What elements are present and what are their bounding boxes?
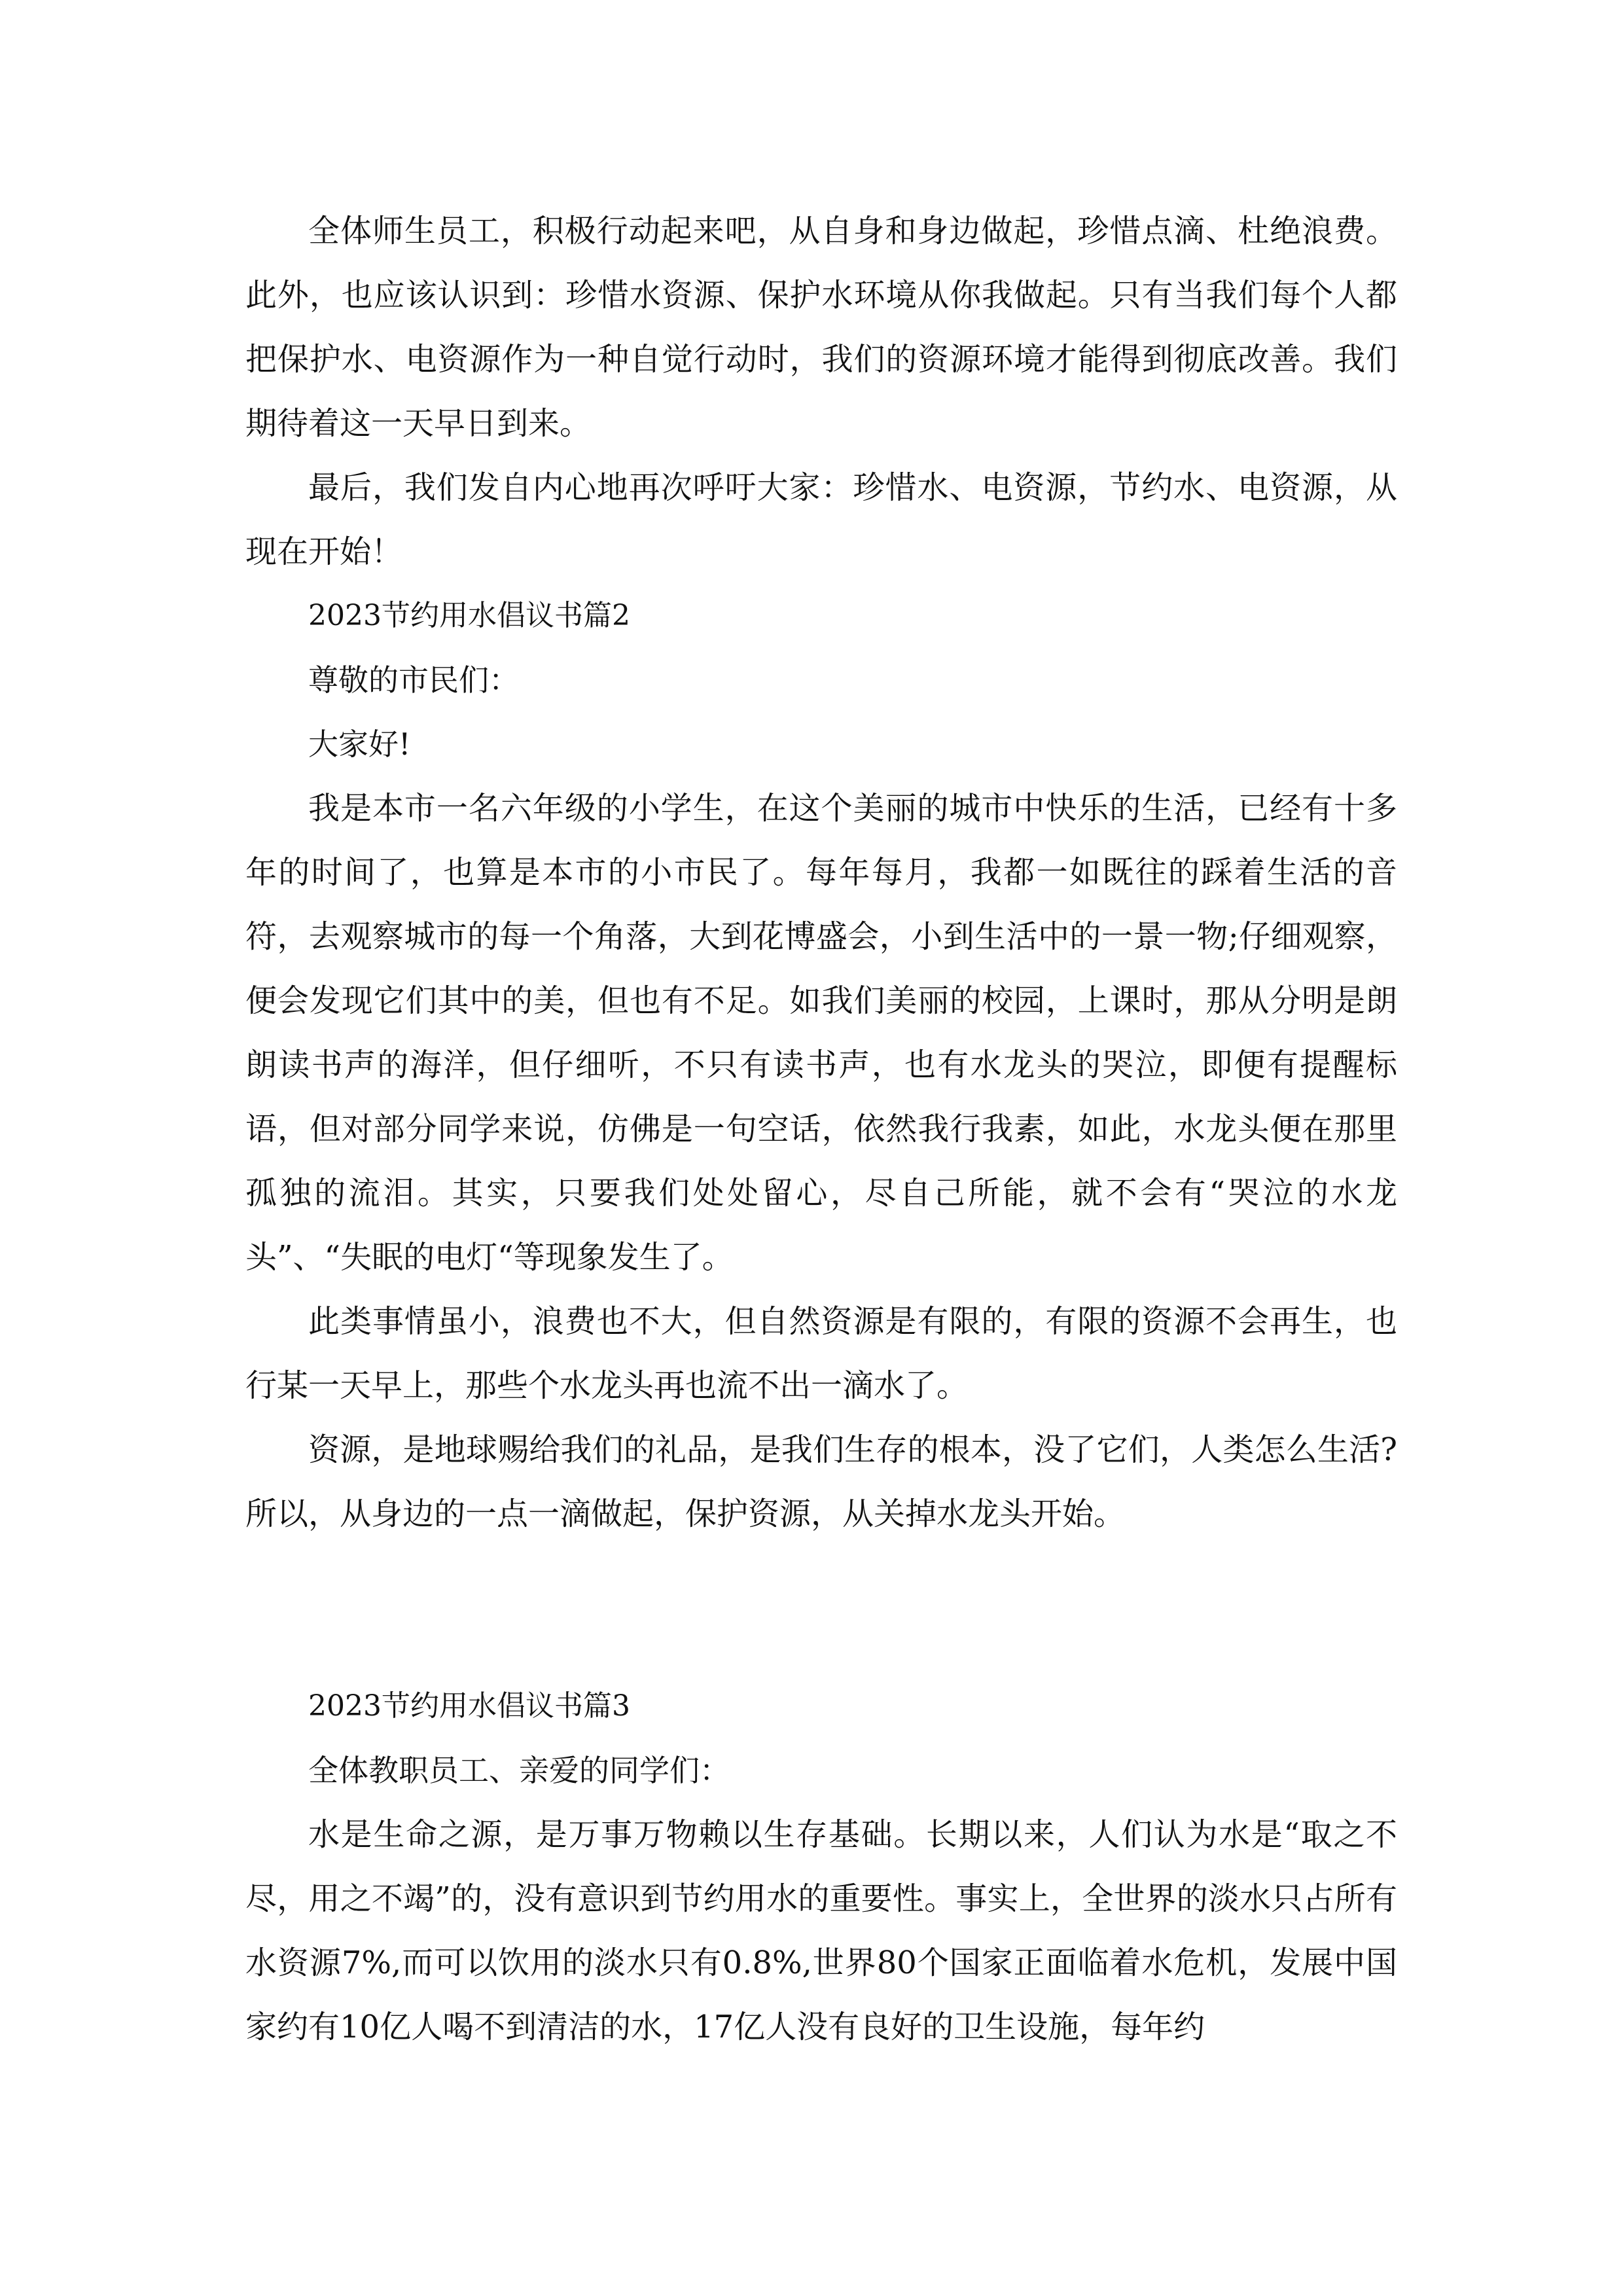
section-2-salutation: 尊敬的市民们： bbox=[308, 662, 519, 698]
section-2-heading: 2023节约用水倡议书篇2 bbox=[308, 599, 630, 632]
paragraph-top-2: 最后，我们发自内心地再次呼吁大家：珍惜水、电资源，节约水、电资源，从现在开始！ bbox=[245, 469, 1397, 570]
section-3-heading: 2023节约用水倡议书篇3 bbox=[308, 1689, 630, 1723]
document-body bbox=[245, 199, 1397, 2059]
paragraph-top-1: 全体师生员工，积极行动起来吧，从自身和身边做起，珍惜点滴、杜绝浪费。此外，也应该认识到：珍惜水资源、保护水环境从你我做起。只有当我们每个人都把保护水、电资源作为一种自觉行动时，我们的资源环境才能得到彻底改善。我们期待着这一天早日到来。 bbox=[245, 213, 1397, 442]
section-2-paragraph-3: 资源，是地球赐给我们的礼品，是我们生存的根本，没了它们，人类怎么生活?所以，从身边的一点一滴做起，保护资源，从关掉水龙头开始。 bbox=[245, 1431, 1397, 1532]
section-2-paragraph-1: 我是本市一名六年级的小学生，在这个美丽的城市中快乐的生活，已经有十多年的时间了，也算是本市的小市民了。每年每月，我都一如既往的踩着生活的音符，去观察城市的每一个角落，大到花博盛会，小到生活中的一景一物;仔细观察，便会发现它们其中的美，但也有不足。如我们美丽的校园，上课时，那从分明是朗朗读书声的海洋，但仔细听，不只有读书声，也有水龙头的哭泣，即便有提醒标语，但对部分同学来说，仿佛是一句空话，依然我行我素，如此，水龙头便在那里孤独的流泪。其实，只要我们处处留心，尽自己所能，就不会有“哭泣的水龙头”、“失眠的电灯“等现象发生了。 bbox=[245, 790, 1397, 1276]
section-2-paragraph-2: 此类事情虽小，浪费也不大，但自然资源是有限的，有限的资源不会再生，也行某一天早上，那些个水龙头再也流不出一滴水了。 bbox=[245, 1303, 1397, 1404]
section-3-paragraph-1: 水是生命之源，是万事万物赖以生存基础。长期以来，人们认为水是“取之不尽，用之不竭”的，没有意识到节约用水的重要性。事实上，全世界的淡水只占所有水资源7%,而可以饮用的淡水只有0.8%,世界80个国家正面临着水危机，发展中国家约有10亿人喝不到清洁的水，17亿人没有良好的卫生设施，每年约 bbox=[245, 1816, 1397, 2045]
section-spacer bbox=[245, 1546, 1397, 1674]
section-2-greeting: 大家好! bbox=[308, 726, 411, 762]
section-3-salutation: 全体教职员工、亲爱的同学们： bbox=[308, 1753, 730, 1788]
